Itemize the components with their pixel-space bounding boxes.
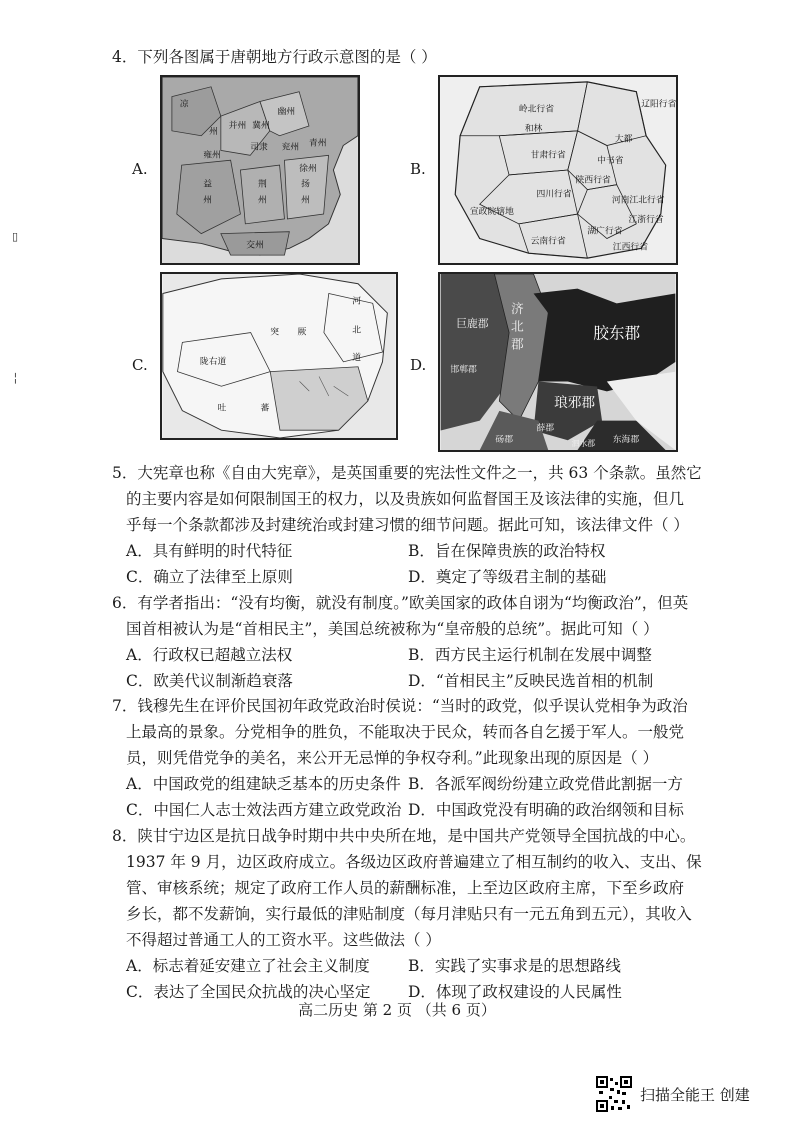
q5-line: 5．大宪章也称《自由大宪章》，是英国重要的宪法性文件之一，共 63 个条款。虽然它	[112, 464, 702, 482]
map-b-label-1: 辽阳行省	[641, 99, 676, 110]
map-b-label-6: 四川行省	[536, 189, 572, 200]
q8-option-c[interactable]: C．表达了全国民众抗战的决心坚定	[126, 983, 371, 1001]
map-c-label-6: 吐	[217, 403, 227, 414]
map-a-label-0: 凉	[179, 99, 189, 110]
binding-edge-mark: ▯	[12, 230, 19, 243]
qr-code-icon	[596, 1076, 632, 1112]
q4-label-d: D.	[410, 356, 427, 374]
q8-option-d[interactable]: D．体现了政权建设的人民属性	[408, 983, 622, 1001]
map-a-label-9: 徐州	[299, 163, 317, 174]
map-a-label-16: 交州	[246, 240, 264, 251]
q8-line: 管、审核系统；规定了政府工作人员的薪酬标准，上至边区政府主席，下至乡政府	[126, 879, 685, 897]
q6-option-b[interactable]: B．西方民主运行机制在发展中调整	[408, 646, 652, 664]
map-d-label-5: 邯郸郡	[450, 364, 477, 375]
q5-line: 的主要内容是如何限制国王的权力，以及贵族如何监督国王及该法律的实施，但几	[126, 490, 685, 508]
q8-line: 1937 年 9 月，边区政府成立。各级边区政府普遍建立了相互制约的收入、支出、保	[126, 853, 702, 871]
map-a-label-5: 雍州	[203, 150, 221, 161]
map-a-label-4: 幽州	[277, 107, 296, 118]
map-b-label-12: 和林	[524, 123, 543, 134]
map-a-svg	[162, 77, 358, 263]
page-footer: 高二历史 第 2 页 （共 6 页）	[298, 1001, 496, 1019]
map-c-svg	[162, 274, 396, 438]
map-b-svg	[440, 77, 676, 263]
map-d-label-9: 东海郡	[612, 435, 640, 446]
map-d-label-7: 砀郡	[495, 435, 514, 446]
map-a-label-11: 州	[203, 195, 213, 206]
map-b-yuan-provinces	[438, 75, 678, 265]
q4-label-c: C.	[132, 356, 148, 374]
q4-stem: 4．下列各图属于唐朝地方行政示意图的是（ ）	[112, 48, 437, 66]
map-a-label-10: 益	[203, 179, 213, 190]
q7-line: 员，则凭借党争的美名，来公开无忌惮的争权夺利。”此现象出现的原因是（ ）	[126, 749, 659, 767]
map-d-label-1: 济	[511, 301, 524, 317]
map-a-label-2: 并州	[228, 120, 247, 131]
binding-edge-mark: ╎	[12, 372, 19, 385]
question-6	[112, 590, 688, 694]
map-c-label-0: 突	[270, 327, 279, 338]
map-a-label-3: 冀州	[252, 120, 270, 131]
q6-option-c[interactable]: C．欧美代议制渐趋衰落	[126, 672, 293, 690]
map-b-label-3: 陕西行省	[575, 175, 611, 186]
map-a-label-6: 司隶	[250, 142, 268, 153]
map-d-label-0: 巨鹿郡	[456, 316, 489, 330]
map-d-label-2: 北	[511, 318, 524, 334]
q7-line: 7．钱穆先生在评价民国初年政党政治时侯说：“当时的政党，似乎误认党相争为政治	[112, 697, 688, 715]
q8-line: 不得超过普通工人的工资水平。这些做法（ ）	[126, 931, 441, 949]
map-a-label-14: 扬	[301, 179, 310, 190]
q5-option-a[interactable]: A．具有鲜明的时代特征	[126, 542, 293, 560]
map-b-label-4: 甘肃行省	[530, 150, 566, 161]
map-d-qin-commanderies	[438, 272, 678, 452]
q8-option-b[interactable]: B．实践了实事求是的思想路线	[408, 957, 621, 975]
q8-line: 乡长，都不发薪饷，实行最低的津贴制度（每月津贴只有一元五角到五元），其收入	[126, 905, 692, 923]
map-c-label-4: 道	[352, 352, 361, 363]
map-d-label-8: 薛郡	[536, 423, 555, 434]
map-b-label-9: 江西行省	[612, 242, 649, 253]
map-a-label-12: 荆	[258, 179, 267, 190]
q7-option-d[interactable]: D．中国政党没有明确的政治纲领和目标	[408, 801, 684, 819]
q7-option-c[interactable]: C．中国仁人志士效法西方建立政党政治	[126, 801, 402, 819]
q7-option-a[interactable]: A．中国政党的组建缺乏基本的历史条件	[126, 775, 401, 793]
q4-label-b: B.	[410, 160, 426, 178]
scanner-watermark	[596, 1076, 750, 1112]
map-d-label-6: 琅邪郡	[554, 394, 596, 411]
map-b-label-0: 岭北行省	[518, 104, 555, 115]
q5-option-c[interactable]: C．确立了法律至上原则	[126, 568, 293, 586]
map-b-label-2: 中书省	[597, 156, 624, 167]
q6-option-a[interactable]: A．行政权已超越立法权	[126, 646, 293, 664]
map-d-label-3: 郡	[511, 336, 524, 352]
map-c-label-5: 陇右道	[199, 356, 227, 367]
map-a-label-8: 青州	[308, 138, 327, 149]
map-a-label-13: 州	[258, 195, 267, 206]
q4-label-a: A.	[132, 160, 148, 178]
q6-option-d[interactable]: D．“首相民主”反映民选首相的机制	[408, 672, 654, 690]
map-b-label-8: 江浙行省	[628, 214, 664, 225]
map-a-label-7: 兖州	[281, 142, 300, 153]
question-7	[112, 693, 688, 823]
q7-option-b[interactable]: B．各派军阀纷纷建立政党借此割据一方	[408, 775, 683, 793]
q6-line: 6．有学者指出：“没有均衡，就没有制度。”欧美国家的政体自诩为“均衡政治”，但英	[112, 594, 689, 612]
map-d-label-4: 胶东郡	[593, 323, 641, 343]
map-b-label-5: 河南江北行省	[611, 195, 665, 206]
map-c-label-3: 北	[352, 325, 361, 336]
q8-line: 8．陕甘宁边区是抗日战争时期中共中央所在地，是中国共产党领导全国抗战的中心。	[112, 827, 696, 845]
map-d-label-10: 泗水郡	[571, 439, 596, 449]
q5-option-d[interactable]: D．奠定了等级君主制的基础	[408, 568, 607, 586]
map-a-label-1: 州	[209, 126, 218, 137]
map-b-label-11: 宣政院辖地	[469, 207, 514, 218]
map-d-svg	[440, 274, 676, 450]
question-8	[112, 823, 702, 1005]
q8-option-a[interactable]: A．标志着延安建立了社会主义制度	[126, 957, 370, 975]
q7-line: 上最高的景象。分党相争的胜负，不能取决于民众，转而各自乞援于军人。一般党	[126, 723, 685, 741]
question-5	[112, 460, 702, 590]
map-b-label-7: 湖广行省	[587, 226, 623, 237]
map-c-tang-circuits	[160, 272, 398, 440]
map-c-label-7: 蕃	[260, 403, 270, 414]
q6-line: 国首相被认为是“首相民主”，美国总统被称为“皇帝般的总统”。据此可知（ ）	[126, 620, 659, 638]
map-c-label-1: 厥	[297, 327, 307, 338]
map-b-label-10: 云南行省	[530, 236, 566, 247]
watermark-text: 扫描全能王 创建	[640, 1085, 750, 1104]
map-b-label-13: 大都	[614, 134, 633, 145]
map-c-label-2: 河	[352, 296, 361, 307]
map-a-label-15: 州	[301, 195, 310, 206]
q5-option-b[interactable]: B．旨在保障贵族的政治特权	[408, 542, 606, 560]
q5-line: 乎每一个条款都涉及封建统治或封建习惯的细节问题。据此可知，该法律文件（ ）	[126, 516, 689, 534]
map-a-han-provinces	[160, 75, 360, 265]
